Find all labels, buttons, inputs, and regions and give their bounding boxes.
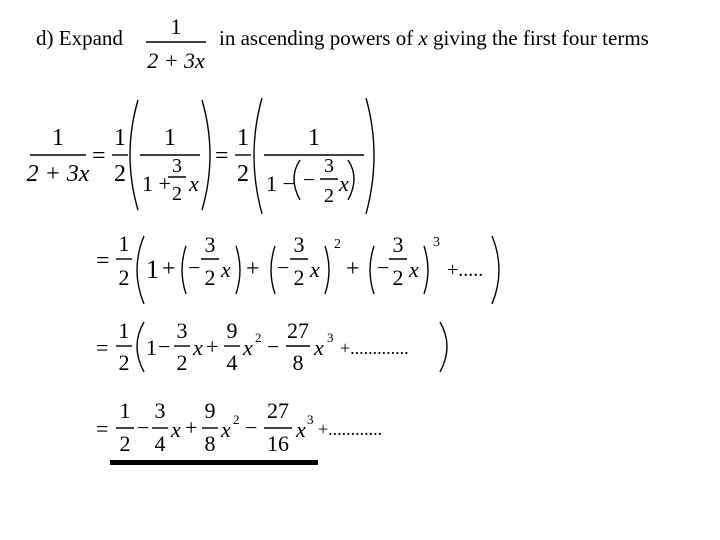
l3-minus-2: − [267, 334, 280, 359]
answer-underline [110, 460, 318, 465]
l1-half-den: 2 [114, 161, 126, 187]
l3-t3-den: 8 [292, 350, 304, 375]
l3-minus-1: − [158, 334, 171, 359]
l4-var-3: x [296, 417, 306, 442]
l4-t2-num: 9 [204, 398, 216, 423]
l1-equals-2: = [215, 143, 229, 169]
header-frac-num: 1 [170, 14, 182, 39]
l1-inner-num: 1 [164, 125, 176, 151]
l2-one: 1 [146, 255, 159, 284]
instruction-text-before: in ascending powers of [219, 26, 414, 50]
l2-c3-num: 3 [392, 232, 404, 257]
l2-c1-den: 2 [204, 265, 216, 290]
l4-t0-den: 2 [119, 431, 131, 456]
l2-c1-num: 3 [204, 232, 216, 257]
l4-plus-1: + [185, 415, 198, 440]
l1-inner-var: x [189, 171, 199, 196]
l4-t3-num: 27 [267, 398, 289, 423]
l1-inner2-c-den: 2 [324, 185, 334, 207]
l3-t3-num: 27 [287, 318, 309, 343]
l1-inner2-num: 1 [308, 125, 320, 151]
l2-plus-3: + [346, 256, 360, 282]
l1-equals-1: = [92, 143, 106, 169]
l1-half-num: 1 [114, 125, 126, 151]
l2-half-num: 1 [118, 231, 130, 256]
l4-dots: +............ [318, 419, 383, 439]
problem-label: d) Expand [36, 26, 123, 50]
l2-minus-3: − [377, 255, 390, 280]
l3-t1-num: 3 [176, 318, 188, 343]
l3-equals: = [96, 335, 109, 360]
l2-minus-1: − [188, 255, 201, 280]
l3-pow2: 2 [255, 330, 262, 345]
l3-pow3: 3 [327, 330, 334, 345]
l4-var-1: x [171, 417, 181, 442]
l2-pow2: 2 [334, 237, 341, 252]
instruction-text-after: giving the first four terms [433, 26, 649, 50]
l2-pow3: 3 [433, 235, 440, 250]
l1-inner2-var: x [339, 171, 349, 196]
l1-lhs-num: 1 [52, 125, 64, 151]
l1-inner2-den-a: 1 − [266, 171, 295, 196]
l1-half2-den: 2 [237, 161, 249, 187]
l3-plus-1: + [206, 334, 219, 359]
l3-half-num: 1 [118, 318, 130, 343]
l1-inner-c-num: 3 [172, 155, 182, 177]
l2-var-1: x [221, 257, 231, 282]
l2-plus-2: + [246, 256, 260, 282]
l2-c3-den: 2 [392, 265, 404, 290]
l3-dots: +............. [340, 338, 409, 358]
l2-minus-2: − [277, 255, 290, 280]
l3-t2-den: 4 [226, 350, 238, 375]
l3-var-2: x [243, 335, 253, 360]
l1-lhs-den: 2 + 3x [26, 161, 90, 187]
l3-var-3: x [314, 335, 324, 360]
l4-pow3: 3 [307, 412, 314, 427]
l2-var-3: x [409, 257, 419, 282]
l1-inner-c-den: 2 [172, 183, 182, 205]
l1-half2-num: 1 [237, 125, 249, 151]
instruction-variable: x [418, 26, 428, 50]
l3-half-den: 2 [118, 350, 130, 375]
header-frac-den: 2 + 3x [147, 48, 205, 73]
l4-equals: = [96, 416, 109, 441]
l4-t2-den: 8 [204, 431, 216, 456]
l3-t2-num: 9 [226, 318, 238, 343]
l4-pow2: 2 [233, 412, 240, 427]
l3-t1-den: 2 [176, 350, 188, 375]
l2-c2-den: 2 [293, 265, 305, 290]
l2-plus-1: + [162, 256, 176, 282]
l4-t1-num: 3 [154, 398, 166, 423]
l2-equals: = [96, 248, 110, 274]
l4-var-2: x [221, 417, 231, 442]
l3-one: 1 [146, 335, 157, 360]
l2-half-den: 2 [118, 265, 130, 290]
l4-minus-2: − [245, 415, 258, 440]
l4-minus-1: − [137, 415, 150, 440]
l3-var-1: x [193, 335, 203, 360]
l4-t0-num: 1 [119, 398, 131, 423]
l1-inner2-sign: − [303, 167, 316, 192]
l2-dots: +..... [447, 259, 484, 281]
l2-c2-num: 3 [293, 232, 305, 257]
l4-t3-den: 16 [267, 431, 289, 456]
l4-t1-den: 4 [154, 431, 166, 456]
l1-inner2-c-num: 3 [324, 155, 334, 177]
l2-var-2: x [310, 257, 320, 282]
l1-inner-den-a: 1 + [142, 171, 171, 196]
